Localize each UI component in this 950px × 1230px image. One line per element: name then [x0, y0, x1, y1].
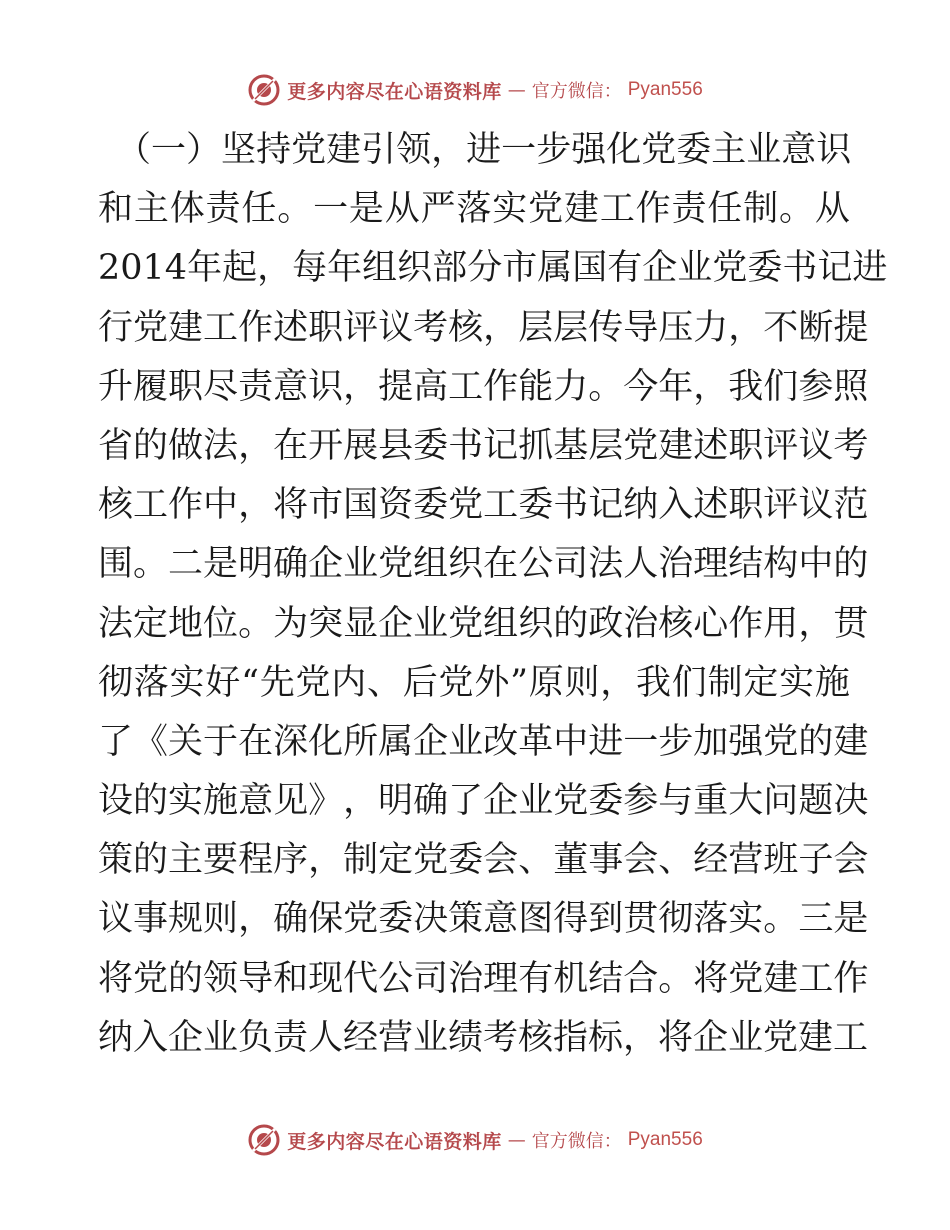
body-line: 升 履 职 尽 责 意 识 ， 提 高 工 作 能 力 。 今 年 ， 我 们 参 照: [98, 366, 869, 407]
body-line: 纳入企业负责人经营业绩考核指标，将企业党建工: [98, 1017, 869, 1058]
watermark-wechat-label: 官方微信：: [531, 81, 622, 102]
watermark-main-text: 更多内容尽在心语资料库: [287, 80, 502, 103]
watermark-wechat-id: Pyan556: [627, 1129, 703, 1150]
watermark-main-text: 更多内容尽在心语资料库: [287, 1130, 502, 1153]
body-line: 围 。 二 是 明 确 企 业 党 组 织 在 公 司 法 人 治 理 结 构 中 的: [98, 544, 869, 585]
body-line: 将 党 的 领 导 和 现 代 公 司 治 理 有 机 结 合 。 将 党 建 工 作: [98, 958, 869, 999]
watermark-dash: —: [507, 1129, 526, 1151]
body-line: 了 《 关 于 在 深 化 所 属 企 业 改 革 中 进 一 步 加 强 党 的 建: [98, 721, 869, 762]
body-line: 核 工 作 中 ， 将 市 国 资 委 党 工 委 书 记 纳 入 述 职 评 议 范: [98, 485, 869, 526]
watermark-dash: —: [507, 79, 526, 101]
body-line: 和 主 体 责 任 。 一 是 从 严 落 实 党 建 工 作 责 任 制 。 从: [98, 189, 850, 230]
header-watermark: [0, 72, 950, 108]
body-line: 行 党 建 工 作 述 职 评 议 考 核 ， 层 层 传 导 压 力 ， 不 断 提: [98, 307, 869, 348]
body-line: 法 定 地 位 。 为 突 显 企 业 党 组 织 的 政 治 核 心 作 用 ， 贯: [98, 603, 869, 644]
body-line: （ 一 ） 坚 持 党 建 引 领 ， 进 一 步 强 化 党 委 主 业 意 识: [116, 130, 852, 170]
body-line: 议 事 规 则 ， 确 保 党 委 决 策 意 图 得 到 贯 彻 落 实 。 三 是: [98, 899, 869, 940]
watermark-logo-icon: [247, 1123, 281, 1157]
body-line: 策 的 主 要 程 序 ， 制 定 党 委 会 、 董 事 会 、 经 营 班 子 会: [98, 840, 869, 881]
body-line: 彻 落 实 好 “ 先 党 内 、 后 党 外 ” 原 则 ， 我 们 制 定 实 施: [98, 662, 850, 703]
document-body: [98, 121, 888, 1068]
body-line: 设 的 实 施 意 见 》 ， 明 确 了 企 业 党 委 参 与 重 大 问 题 决: [98, 781, 869, 822]
watermark-wechat-label: 官方微信：: [531, 1131, 622, 1152]
watermark-logo-icon: [247, 73, 281, 107]
body-line: 2014 年 起 ， 每 年 组 织 部 分 市 属 国 有 企 业 党 委 书 记 进: [98, 248, 888, 289]
footer-watermark: [0, 1122, 950, 1158]
watermark-wechat-id: Pyan556: [627, 79, 703, 100]
body-line: 省 的 做 法 ， 在 开 展 县 委 书 记 抓 基 层 党 建 述 职 评 议 考: [98, 425, 869, 466]
